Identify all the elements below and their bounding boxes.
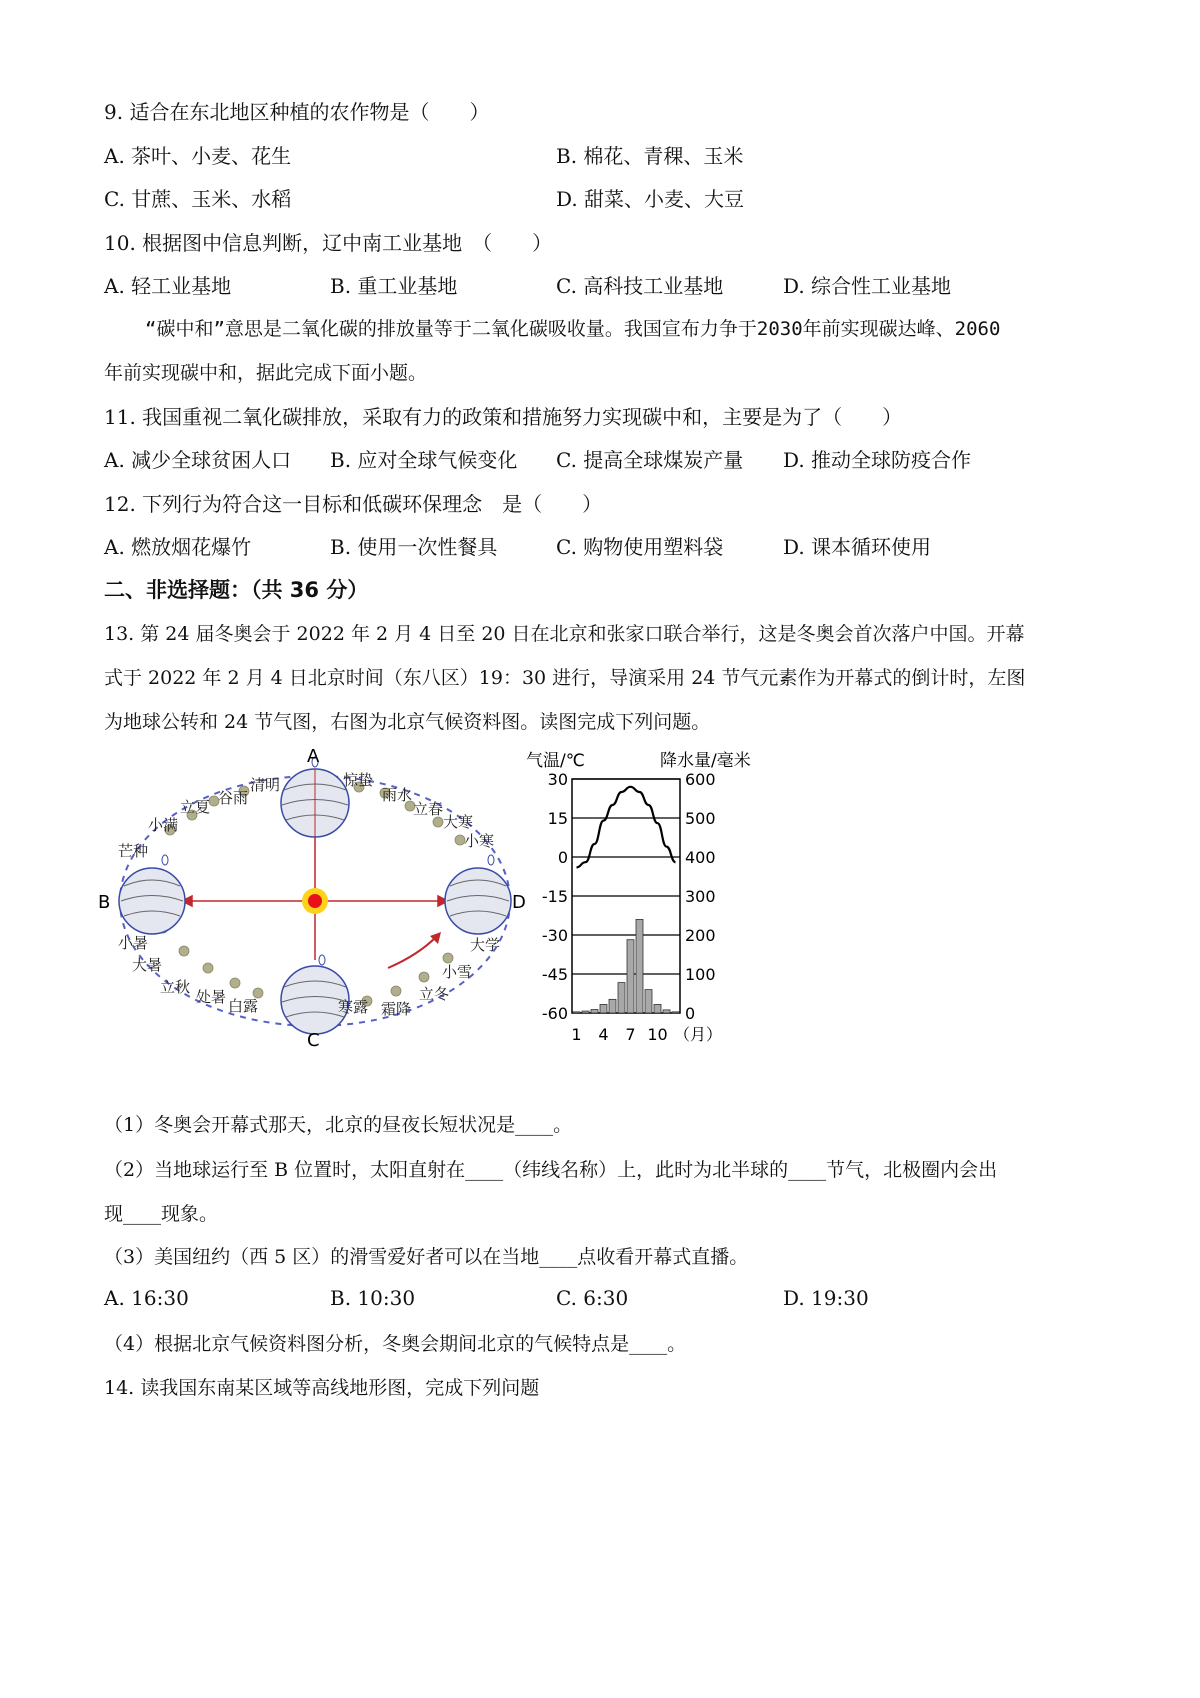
chart-right-tick: 500 <box>685 809 716 828</box>
precipitation-bar <box>636 919 643 1013</box>
term-dot <box>443 953 453 963</box>
term-xiaoman: 小满 <box>148 816 179 834</box>
term-dot <box>179 946 189 956</box>
q10-option-b: B. 重工业基地 <box>330 274 458 298</box>
precipitation-bar <box>663 1010 670 1013</box>
chart-right-ticks <box>685 770 716 1023</box>
chart-bars <box>573 919 679 1013</box>
chart-left-tick: -60 <box>541 1004 568 1023</box>
chart-left-tick: 15 <box>547 809 568 828</box>
precipitation-bar <box>672 1012 679 1013</box>
term-dot <box>419 972 429 982</box>
q11-option-c: C. 提高全球煤炭产量 <box>556 448 744 472</box>
term-dot <box>230 978 240 988</box>
q12-option-a: A. 燃放烟花爆竹 <box>104 535 252 559</box>
term-lichun: 立春 <box>413 800 444 818</box>
q13-sub3-option-d: D. 19:30 <box>783 1286 869 1310</box>
q13-sub3-option-c: C. 6:30 <box>556 1286 629 1310</box>
term-lidong: 立冬 <box>419 985 450 1003</box>
earth-globe-a <box>281 757 349 837</box>
orbit-direction-arrow <box>388 937 436 968</box>
q9-option-c: C. 甘蔗、玉米、水稻 <box>104 187 292 211</box>
q13-intro-line-3: 为地球公转和 24 节气图，右图为北京气候资料图。读图完成下列问题。 <box>104 711 711 733</box>
chart-x-tick: 4 <box>598 1025 609 1044</box>
term-dashu: 大暑 <box>132 956 163 974</box>
chart-left-tick: 30 <box>547 770 568 789</box>
q10-option-d: D. 综合性工业基地 <box>783 274 952 298</box>
passage-line-1: “碳中和”意思是二氧化碳的排放量等于二氧化碳吸收量。我国宣布力争于2030年前实现碳达峰、2060 <box>145 318 1001 340</box>
precipitation-bar <box>600 1004 607 1013</box>
precipitation-bar <box>645 990 652 1013</box>
q13-sub1: （1）冬奥会开幕式那天，北京的昼夜长短状况是____。 <box>104 1114 573 1136</box>
chart-x-tick: 7 <box>625 1025 636 1044</box>
beijing-climate-chart <box>520 742 780 1052</box>
q13-sub3: （3）美国纽约（西 5 区）的滑雪爱好者可以在当地____点收看开幕式直播。 <box>104 1246 749 1268</box>
chart-x-unit: （月） <box>674 1025 723 1044</box>
q10-stem: 10. 根据图中信息判断，辽中南工业基地 （ ） <box>104 231 553 255</box>
position-label-c: C <box>307 1030 320 1051</box>
q9-option-d: D. 甜菜、小麦、大豆 <box>556 187 745 211</box>
term-dot <box>433 817 443 827</box>
term-daxue: 大学 <box>470 936 501 954</box>
q12-option-b: B. 使用一次性餐具 <box>330 535 498 559</box>
chart-left-tick: 0 <box>557 848 568 867</box>
term-qingming: 清明 <box>250 776 281 794</box>
term-xiaoxue: 小雪 <box>442 963 473 981</box>
sun-icon <box>302 888 328 914</box>
term-bailu: 白露 <box>228 997 259 1015</box>
term-mangzhong: 芒种 <box>118 842 149 860</box>
precipitation-bar <box>609 999 616 1013</box>
q11-option-d: D. 推动全球防疫合作 <box>783 448 972 472</box>
q13-sub2-line-1: （2）当地球运行至 B 位置时，太阳直射在____（纬线名称）上，此时为北半球的____节气，北极圈内会出 <box>104 1159 998 1181</box>
q13-sub2-line-2: 现____现象。 <box>104 1203 219 1225</box>
chart-right-tick: 0 <box>685 1004 696 1023</box>
term-dot <box>203 963 213 973</box>
chart-ylabel-right: 降水量/毫米 <box>660 751 751 771</box>
chart-right-tick: 200 <box>685 926 716 945</box>
chart-left-tick: -15 <box>541 887 568 906</box>
earth-globe-c <box>281 955 349 1034</box>
chart-right-tick: 600 <box>685 770 716 789</box>
precipitation-bar <box>573 1012 580 1013</box>
chart-x-ticks <box>571 1025 667 1044</box>
position-label-a: A <box>307 746 320 767</box>
chart-ylabel-left: 气温/℃ <box>526 751 585 771</box>
term-dahan: 大寒 <box>443 813 474 831</box>
term-guyu: 谷雨 <box>218 789 249 807</box>
q9-stem: 9. 适合在东北地区种植的农作物是（ ） <box>104 100 490 124</box>
chart-right-tick: 400 <box>685 848 716 867</box>
earth-globe-d <box>445 855 511 934</box>
q13-sub3-option-b: B. 10:30 <box>330 1286 416 1310</box>
term-liqiu: 立秋 <box>160 978 191 996</box>
precipitation-bar <box>582 1011 589 1013</box>
q11-option-b: B. 应对全球气候变化 <box>330 448 518 472</box>
chart-right-tick: 300 <box>685 887 716 906</box>
q11-stem: 11. 我国重视二氧化碳排放，采取有力的政策和措施努力实现碳中和，主要是为了（ ） <box>104 405 903 429</box>
term-jingzhe: 惊蛰 <box>343 771 374 789</box>
q13-sub4: （4）根据北京气候资料图分析，冬奥会期间北京的气候特点是____。 <box>104 1333 687 1355</box>
term-xiaohan: 小寒 <box>464 832 495 850</box>
chart-grid <box>572 779 680 1013</box>
chart-left-tick: -45 <box>541 965 568 984</box>
q9-option-a: A. 茶叶、小麦、花生 <box>104 144 292 168</box>
term-hanlu: 寒露 <box>338 998 369 1016</box>
term-dot <box>391 986 401 996</box>
q14-stem: 14. 读我国东南某区域等高线地形图，完成下列问题 <box>104 1377 540 1399</box>
chart-left-tick: -30 <box>541 926 568 945</box>
section-2-title: 二、非选择题：（共 36 分） <box>104 578 369 602</box>
term-chushu: 处暑 <box>196 988 227 1006</box>
q11-option-a: A. 减少全球贫困人口 <box>104 448 292 472</box>
q13-intro-line-2: 式于 2022 年 2 月 4 日北京时间（东八区）19：30 进行，导演采用 24 节气元素作为开幕式的倒计时，左图 <box>104 667 1026 689</box>
term-lixia: 立夏 <box>180 798 211 816</box>
earth-globe-b <box>119 855 185 934</box>
q12-option-d: D. 课本循环使用 <box>783 535 932 559</box>
passage-line-2: 年前实现碳中和，据此完成下面小题。 <box>104 362 428 384</box>
precipitation-bar <box>627 940 634 1013</box>
q12-stem: 12. 下列行为符合这一目标和低碳环保理念 是（ ） <box>104 492 603 516</box>
earth-orbit-diagram <box>92 742 532 1052</box>
term-shuangjiang: 霜降 <box>381 1000 412 1018</box>
position-label-b: B <box>98 892 111 913</box>
chart-left-ticks <box>542 770 568 1023</box>
q10-option-c: C. 高科技工业基地 <box>556 274 724 298</box>
precipitation-bar <box>591 1009 598 1013</box>
q13-sub3-option-a: A. 16:30 <box>104 1286 189 1310</box>
term-yushui: 雨水 <box>382 786 413 804</box>
chart-x-tick: 10 <box>647 1025 668 1044</box>
term-xiaoshu: 小暑 <box>118 934 149 952</box>
q12-option-c: C. 购物使用塑料袋 <box>556 535 724 559</box>
position-label-d: D <box>512 892 526 913</box>
q9-option-b: B. 棉花、青稞、玉米 <box>556 144 744 168</box>
q13-intro-line-1: 13. 第 24 届冬奥会于 2022 年 2 月 4 日至 20 日在北京和张家口联合举行，这是冬奥会首次落户中国。开幕 <box>104 623 1025 645</box>
chart-right-tick: 100 <box>685 965 716 984</box>
precipitation-bar <box>618 983 625 1013</box>
chart-temperature-line <box>577 787 676 868</box>
precipitation-bar <box>654 1004 661 1013</box>
q10-option-a: A. 轻工业基地 <box>104 274 232 298</box>
temperature-curve <box>577 787 676 868</box>
chart-x-tick: 1 <box>571 1025 582 1044</box>
